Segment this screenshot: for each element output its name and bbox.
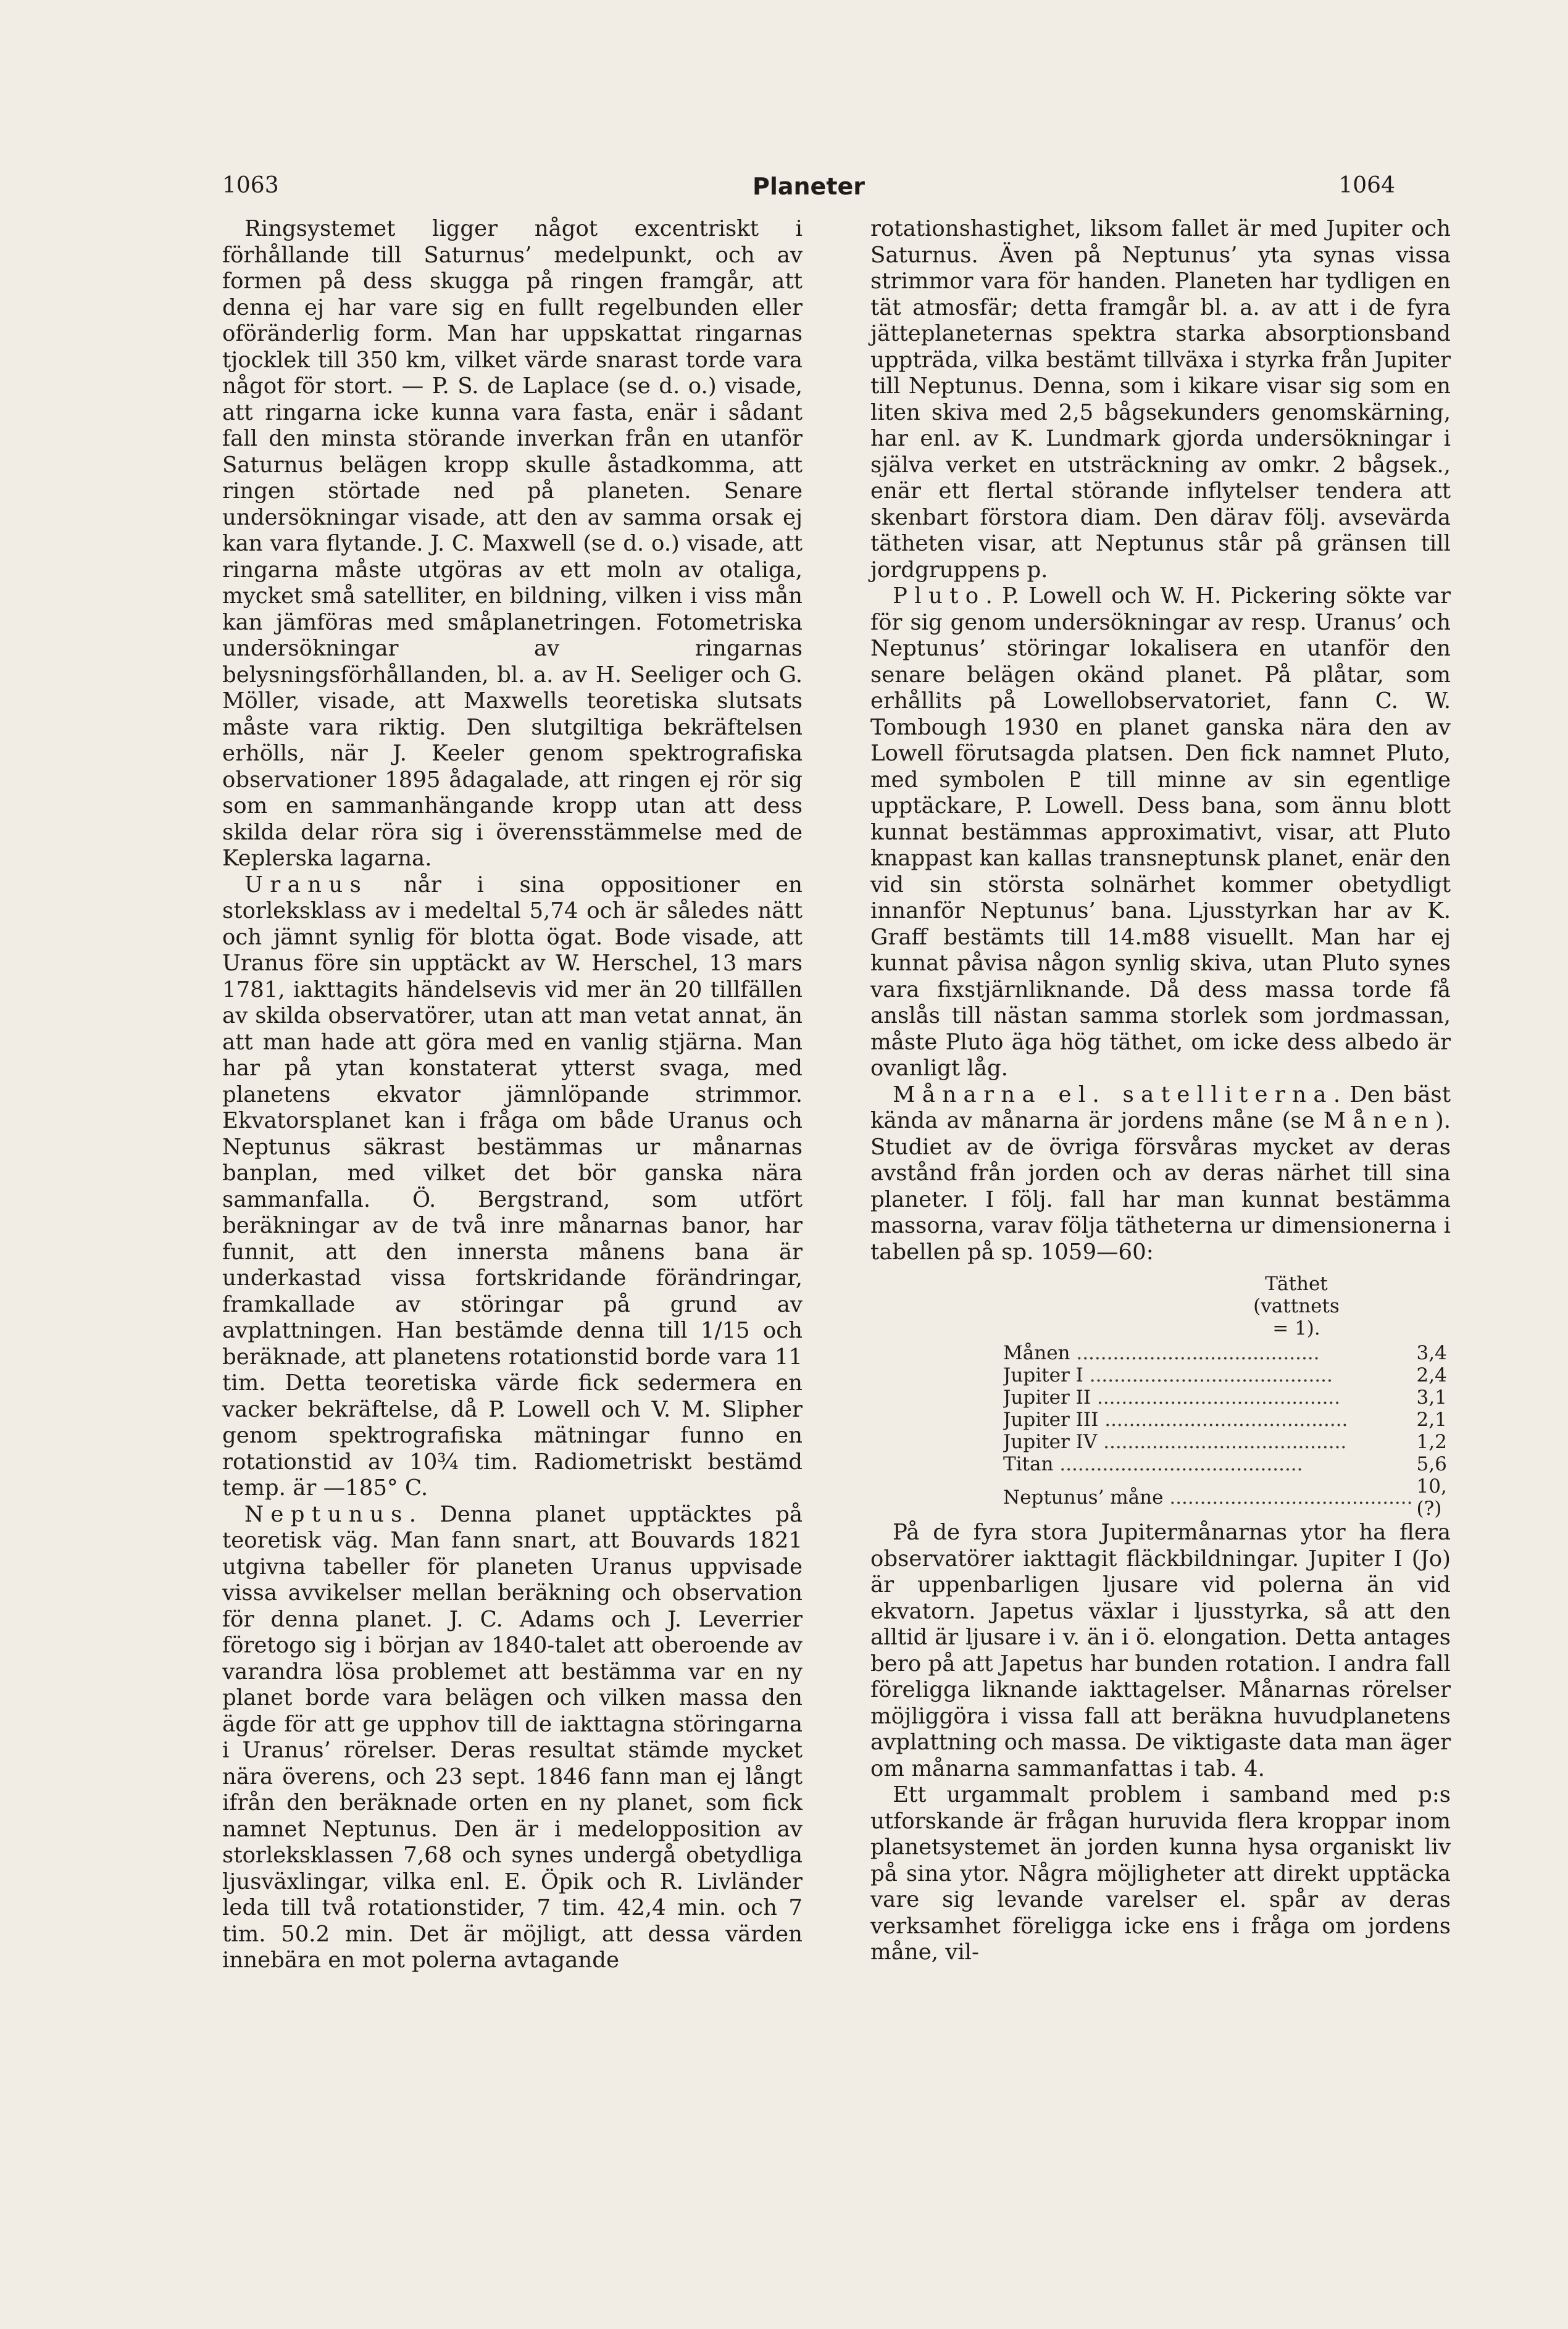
text-run: . Den bäst kända av månarna är jordens måne (se (870, 1081, 1451, 1133)
right-column-top (870, 216, 1451, 1265)
moon-name: Månen (1003, 1342, 1070, 1364)
paragraph (870, 1520, 1451, 1782)
text-run: Ringsystemet ligger något excentriskt i förhållande till Saturnus’ medelpunkt, och av formen på dess skugga på ringen framgår, att denna ej har vare sig en fullt regelbunden eller oföränderlig form. Man har uppskattat ringarnas tjocklek till 350 km, vilket värde snarast torde vara något för stort. — P. S. de Laplace (se d. o.) visade, att ringarna icke kunna vara fasta, enär i sådant fall den minsta störande inverkan från en utanför Saturnus belägen kropp skulle åstadkomma, att ringen störtade ned på planeten. Senare undersökningar visade, att den av samma orsak ej kan vara flytande. J. C. Maxwell (se d. o.) visade, att ringarna måste utgöras av ett moln av otaliga, mycket små satelliter, en bildning, vilken i viss mån kan jämföras med småplanetringen. Fotometriska undersökningar av ringarnas belysningsförhållanden, bl. a. av H. Seeliger och G. Möller, visade, att Maxwells teoretiska slutsats måste vara riktig. Den slutgiltiga bekräftelsen erhölls, när J. Keeler genom spektrografiska observationer 1895 ådagalade, att ringen ej rör sig som en sammanhängande kropp utan att dess skilda delar röra sig i överensstämmelse med de Keplerska lagarna. (222, 216, 803, 871)
leader-dots: ........................................ (1053, 1453, 1303, 1475)
paragraph (222, 216, 803, 872)
page-number-left: 1063 (222, 173, 279, 198)
leader-dots: ........................................ (1097, 1431, 1347, 1453)
density-table (1003, 1342, 1451, 1520)
paragraph (222, 872, 803, 1502)
left-column (222, 216, 803, 1974)
spaced-term: Pluto (893, 583, 986, 609)
table-row (1003, 1386, 1451, 1409)
table-row (1003, 1431, 1451, 1453)
right-column-bottom (870, 1520, 1451, 1966)
moon-name: Jupiter III (1003, 1409, 1099, 1431)
density-header-line-3: = 1). (1272, 1317, 1320, 1339)
paragraph (870, 1082, 1451, 1266)
leader-dots: ........................................ (1163, 1486, 1413, 1509)
density-value: 3,4 (1416, 1342, 1447, 1364)
table-row (1003, 1409, 1451, 1431)
leader-dots: ........................................ (1091, 1386, 1341, 1409)
text-run: . P. Lowell och W. H. Pickering sökte var för sig genom undersökningar av resp. Uranus’ och Neptunus’ störingar lokalisera en utanför den senare belägen okänd planet. På plåtar, som erhållits på Lowellobservatoriet, fann C. W. Tombough 1930 en planet ganska nära den av Lowell förutsagda platsen. Den fick namnet Pluto, med symbolen ♇ till minne av sin egentlige upptäckare, P. Lowell. Dess bana, som ännu blott kunnat bestämmas approximativt, visar, att Pluto knappast kan kallas transneptunsk planet, enär den vid sin största solnärhet kommer obetydligt innanför Neptunus’ bana. Ljusstyrkan har av K. Graff bestämts till 14.m88 visuellt. Man har ej kunnat påvisa någon synlig skiva, utan Pluto synes vara fixstjärnliknande. Då dess massa torde få anslås till nästan samma storlek som jordmassan, måste Pluto äga hög täthet, om icke dess albedo är ovanligt låg. (870, 583, 1451, 1081)
text-run: når i sina oppositioner en storleksklass av i medeltal 5,74 och är således nätt och jämnt synlig för blotta ögat. Bode visade, att Uranus före sin upptäckt av W. Herschel, 13 mars 1781, iakttagits händelsevis vid mer än 20 tillfällen av skilda observatörer, utan att man vetat annat, än att man hade att göra med en vanlig stjärna. Man har på ytan konstaterat ytterst svaga, med planetens ekvator jämnlöpande strimmor. Ekvatorsplanet kan i fråga om både Uranus och Neptunus säkrast bestämmas ur månarnas banplan, med vilket det bör ganska nära sammanfalla. Ö. Bergstrand, som utfört beräkningar av de två inre månarnas banor, har funnit, att den innersta månens bana är underkastad vissa fortskridande förändringar, framkallade av störingar på grund av avplattningen. Han bestämde denna till 1/15 och beräknade, att planetens rotationstid borde vara 11 tim. Detta teoretiska värde fick sedermera en vacker bekräftelse, då P. Lowell och V. M. Slipher genom spektrografiska mätningar funno en rotationstid av 10¾ tim. Radiometriskt bestämd temp. är —185° C. (222, 872, 803, 1501)
moon-name: Titan (1003, 1453, 1054, 1475)
density-value: 1,2 (1416, 1431, 1447, 1453)
density-header-line-2: (vattnets (1253, 1295, 1340, 1317)
density-value: 2,4 (1416, 1364, 1447, 1386)
paragraph (222, 1502, 803, 1974)
text-run: Ett urgammalt problem i samband med p:s utforskande är frågan huruvida flera kroppar inom planetsystemet än jorden kunna hysa organiskt liv på sina ytor. Några möjligheter att direkt upptäcka vare sig levande varelser el. spår av deras verksamhet föreligga icke ens i fråga om jordens måne, vil- (870, 1782, 1451, 1965)
density-value: 10, (?) (1416, 1475, 1447, 1520)
moon-name: Jupiter I (1003, 1364, 1083, 1386)
density-value: 5,6 (1416, 1453, 1447, 1475)
paragraph (870, 216, 1451, 583)
leader-dots: ........................................ (1098, 1409, 1348, 1431)
density-value: 2,1 (1416, 1409, 1447, 1431)
density-table-header (870, 1273, 1451, 1339)
moon-name: Jupiter IV (1003, 1431, 1098, 1453)
text-run: På de fyra stora Jupitermånarnas ytor ha flera observatörer iakttagit fläckbildningar. Jupiter I (Jo) är uppenbarligen ljusare vid polerna än vid ekvatorn. Japetus växlar i ljusstyrka, så att den alltid är ljusare i v. än i ö. elongation. Detta antages bero på att Japetus har bunden rotation. I andra fall föreligga liknande iakttagelser. Månarnas rörelser möjliggöra i vissa fall att beräkna huvudplanetens avplattning och massa. De viktigaste data man äger om månarna sammanfattas i tab. 4. (870, 1520, 1451, 1781)
spaced-term: Månarna el. satelliterna (893, 1081, 1333, 1107)
table-row (1003, 1364, 1451, 1386)
running-title: Planeter (752, 173, 865, 200)
leader-dots: ........................................ (1083, 1364, 1333, 1386)
right-column (870, 216, 1451, 1966)
table-row (1003, 1342, 1451, 1364)
spaced-term: Neptunus (244, 1501, 409, 1527)
spaced-term: Uranus (244, 872, 369, 898)
density-header-line-1: Täthet (1265, 1273, 1328, 1295)
table-row (1003, 1453, 1451, 1475)
text-run: ). Studiet av de övriga försvåras mycket av deras avstånd från jorden och av deras närhet till sina planeter. I följ. fall har man kunnat bestämma massorna, varav följa tätheterna ur dimensionerna i tabellen på sp. 1059—60: (870, 1108, 1451, 1265)
text-run: rotationshastighet, liksom fallet är med Jupiter och Saturnus. Även på Neptunus’ yta synas vissa strimmor vara för handen. Planeten har tydligen en tät atmosfär; detta framgår bl. a. av att i de fyra jätteplaneternas spektra starka absorptionsband uppträda, vilka bestämt tillväxa i styrka från Jupiter till Neptunus. Denna, som i kikare visar sig som en liten skiva med 2,5 bågsekunders genomskärning, har enl. av K. Lundmark gjorda undersökningar i själva verket en utsträckning av omkr. 2 bågsek., enär ett flertal störande inflytelser tendera att skenbart förstora diam. Den därav följ. avsevärda tätheten visar, att Neptunus står på gränsen till jordgruppens p. (870, 216, 1451, 583)
paragraph (870, 583, 1451, 1082)
table-row (1003, 1475, 1451, 1520)
page-header (222, 173, 1395, 210)
paragraph (870, 1782, 1451, 1966)
moon-name: Neptunus’ måne (1003, 1486, 1164, 1509)
density-value: 3,1 (1416, 1386, 1447, 1409)
leader-dots: ........................................ (1070, 1342, 1320, 1364)
text-run: . Denna planet upptäcktes på teoretisk väg. Man fann snart, att Bouvards 1821 utgivna tabeller för planeten Uranus uppvisade vissa avvikelser mellan beräkning och observation för denna planet. J. C. Adams och J. Leverrier företogo sig i början av 1840-talet att oberoende av varandra lösa problemet att bestämma var en ny planet borde vara belägen och vilken massa den ägde för att ge upphov till de iakttagna störingarna i Uranus’ rörelser. Deras resultat stämde mycket nära överens, och 23 sept. 1846 fann man ej långt ifrån den beräknade orten en ny planet, som fick namnet Neptunus. Den är i medelopposition av storleksklassen 7,68 och synes undergå obetydliga ljusväxlingar, vilka enl. E. Öpik och R. Livländer leda till två rotationstider, 7 tim. 42,4 min. och 7 tim. 50.2 min. Det är möjligt, att dessa värden innebära en mot polerna avtagande (222, 1501, 803, 1973)
spaced-term: Månen (1323, 1108, 1435, 1133)
page-number-right: 1064 (1338, 173, 1395, 198)
moon-name: Jupiter II (1003, 1386, 1091, 1409)
